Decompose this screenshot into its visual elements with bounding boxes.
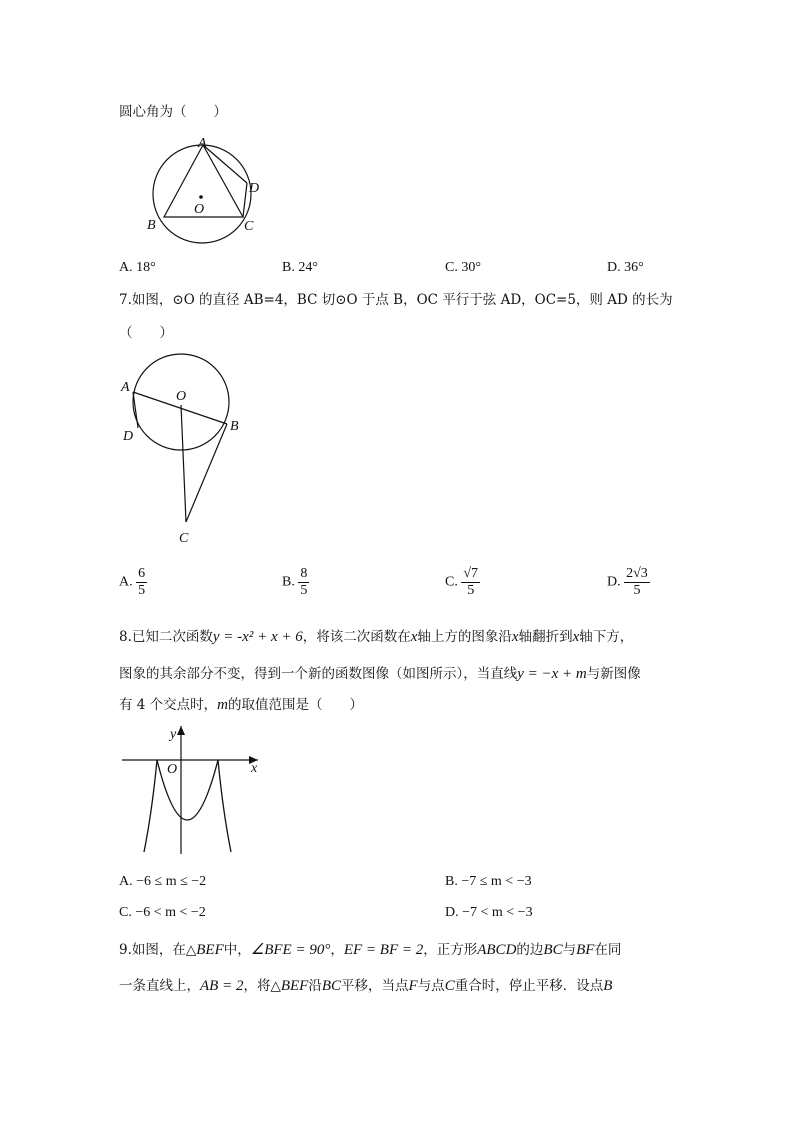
q9-point-b: B bbox=[603, 978, 613, 994]
q8-option-b: B. −7 ≤ m < −3 bbox=[445, 874, 532, 889]
q6-circle-figure bbox=[140, 136, 270, 248]
q7-tangent-bc bbox=[186, 424, 227, 522]
q8-line-formula: y = −x + m bbox=[517, 666, 587, 682]
q7-option-b-den: 5 bbox=[300, 583, 308, 598]
q6-center-dot bbox=[199, 195, 203, 199]
q7-option-b-num: 8 bbox=[300, 566, 308, 581]
q6-circle bbox=[153, 145, 251, 243]
q6-option-b: B. 24° bbox=[282, 260, 318, 275]
q6-label-o: O bbox=[194, 202, 205, 217]
q8-option-d: D. −7 < m < −3 bbox=[445, 905, 533, 920]
q8-line1-part-b: ，将该二次函数在 bbox=[302, 629, 411, 645]
q7-line2: （ ） bbox=[119, 325, 173, 341]
q7-label-o: O bbox=[176, 389, 187, 404]
q9-line1-part-b: 中， bbox=[223, 942, 251, 958]
q7-label-d: D bbox=[123, 429, 134, 444]
q7-option-a bbox=[119, 566, 147, 599]
q6-chord-dc bbox=[243, 183, 247, 217]
q7-option-a-letter: A. bbox=[119, 574, 133, 590]
q7-option-a-den: 5 bbox=[138, 583, 146, 598]
q7-label-a: A bbox=[121, 380, 130, 395]
q8-var-x1: x bbox=[410, 629, 418, 645]
q9-line1-part-e: 的边 bbox=[516, 942, 544, 958]
q8-line2-part-a: 图象的其余部分不变，得到一个新的函数图像（如图所示），当直线 bbox=[119, 666, 518, 682]
q8-label-y: y bbox=[170, 727, 177, 742]
q9-point-f: F bbox=[408, 978, 418, 994]
q9-line2-part-e: 与点 bbox=[417, 978, 445, 994]
q6-option-d: D. 36° bbox=[607, 260, 644, 275]
q8-line3-part-b: 的取值范围是（ ） bbox=[228, 697, 364, 713]
q7-option-c-fraction bbox=[461, 566, 480, 599]
q7-option-d-den: 5 bbox=[633, 583, 641, 598]
q9-triangle-bef: BEF bbox=[196, 942, 224, 958]
q9-triangle-bef-2: BEF bbox=[280, 978, 309, 994]
q6-label-d: D bbox=[249, 181, 260, 196]
q8-curve-left-branch bbox=[144, 760, 157, 852]
q8-line1-part-e: 轴下方， bbox=[579, 629, 634, 645]
q9-line1-part-d: ，正方形 bbox=[423, 942, 478, 958]
q8-y-axis-arrow bbox=[177, 726, 185, 735]
q9-equal-sides: EF = BF = 2 bbox=[343, 942, 424, 958]
q9-ab-value: AB = 2 bbox=[200, 978, 244, 994]
q7-option-b-letter: B. bbox=[282, 574, 295, 590]
q9-side-bc-2: BC bbox=[321, 978, 342, 994]
q9-side-bf: BF bbox=[576, 942, 595, 958]
q7-option-d bbox=[607, 566, 650, 599]
q7-option-d-fraction bbox=[624, 566, 650, 599]
q8-var-x3: x bbox=[572, 629, 580, 645]
q8-option-c: C. −6 < m < −2 bbox=[119, 905, 206, 920]
q8-label-o: O bbox=[167, 762, 178, 777]
q8-label-x: x bbox=[251, 761, 258, 776]
q7-option-c bbox=[445, 566, 480, 599]
q8-line2-part-b: 与新图像 bbox=[586, 666, 641, 682]
q7-label-c: C bbox=[179, 531, 189, 546]
q7-option-d-num: 2√3 bbox=[626, 566, 648, 581]
q8-function-formula: y = -x² + x + 6 bbox=[212, 629, 303, 645]
q9-line1-part-a: 9.如图，在△ bbox=[119, 942, 197, 958]
q6-continued-text: 圆心角为（ ） bbox=[119, 104, 227, 120]
q8-line3 bbox=[119, 696, 363, 714]
q7-option-c-den: 5 bbox=[467, 583, 475, 598]
q9-line1-part-f: 与 bbox=[562, 942, 577, 958]
q8-graph-figure bbox=[118, 722, 268, 858]
q7-option-c-num: √7 bbox=[463, 566, 479, 581]
q9-line2-part-d: 平移，当点 bbox=[341, 978, 409, 994]
q9-point-c: C bbox=[444, 978, 455, 994]
q8-line1-part-d: 轴翻折到 bbox=[518, 629, 573, 645]
q9-line2-part-a: 一条直线上， bbox=[119, 978, 200, 994]
q7-option-b bbox=[282, 566, 309, 599]
q8-line1-part-c: 轴上方的图象沿 bbox=[417, 629, 512, 645]
q7-line1: 7.如图，⊙O 的直径 AB=4，BC 切⊙O 于点 B，OC 平行于弦 AD，OC=5，则 AD 的长为 bbox=[119, 292, 673, 308]
q9-line2-part-b: ，将△ bbox=[243, 978, 281, 994]
q8-var-x2: x bbox=[511, 629, 519, 645]
q8-line1 bbox=[119, 628, 633, 646]
q7-segment-oc bbox=[181, 405, 186, 522]
q8-var-m: m bbox=[217, 697, 229, 713]
q7-option-a-num: 6 bbox=[138, 566, 146, 581]
q8-curve-right-branch bbox=[218, 760, 231, 852]
q6-label-c: C bbox=[244, 219, 254, 234]
q7-option-c-letter: C. bbox=[445, 574, 458, 590]
q9-side-bc: BC bbox=[543, 942, 563, 958]
q9-angle-bfe: ∠BFE = 90° bbox=[250, 942, 331, 958]
q7-option-d-letter: D. bbox=[607, 574, 621, 590]
q9-line1 bbox=[119, 941, 621, 959]
q9-line2-part-g: 重合时，停止平移．设点 bbox=[454, 978, 604, 994]
q9-line1-part-c: ， bbox=[330, 942, 344, 958]
q7-option-b-fraction bbox=[298, 566, 309, 599]
q6-option-a: A. 18° bbox=[119, 260, 156, 275]
q6-label-a: A bbox=[198, 136, 207, 151]
q9-line1-part-g: 在同 bbox=[594, 942, 622, 958]
q7-label-b: B bbox=[230, 419, 239, 434]
q7-option-a-fraction bbox=[136, 566, 147, 599]
q8-line1-part-a: 8.已知二次函数 bbox=[119, 629, 213, 645]
q9-line2 bbox=[119, 977, 612, 995]
q6-option-c: C. 30° bbox=[445, 260, 481, 275]
q8-line3-part-a: 有 4 个交点时， bbox=[119, 697, 218, 713]
q7-figure bbox=[118, 350, 258, 550]
q9-line2-part-c: 沿 bbox=[308, 978, 322, 994]
q9-square-abcd: ABCD bbox=[477, 942, 517, 958]
q6-label-b: B bbox=[147, 218, 156, 233]
q8-option-a: A. −6 ≤ m ≤ −2 bbox=[119, 874, 207, 889]
q8-line2 bbox=[119, 665, 641, 683]
